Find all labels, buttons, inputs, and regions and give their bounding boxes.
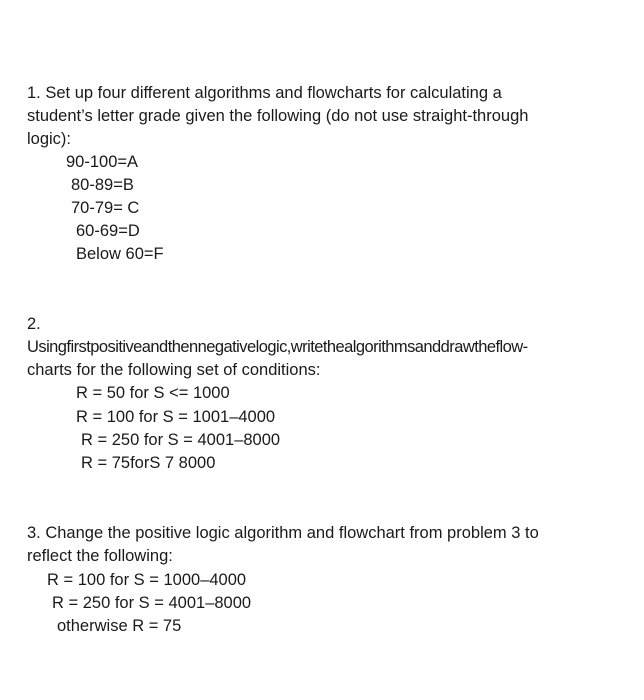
reflect-rule-1: R = 100 for S = 1000–4000 <box>47 571 247 589</box>
problem-1-text-line-1: 1. Set up four different algorithms and flowcharts for calculating a <box>27 84 502 102</box>
problem-2-number: 2. <box>27 315 41 333</box>
problem-3-text-line-2: reflect the following: <box>27 547 173 565</box>
reflect-rule-3: otherwise R = 75 <box>57 617 182 635</box>
problem-2-text-line-2: charts for the following set of conditions: <box>27 361 321 379</box>
condition-rule-1: R = 50 for S <= 1000 <box>76 384 230 402</box>
grade-rule-b: 80-89=B <box>71 176 134 194</box>
grade-rule-f: Below 60=F <box>76 245 164 263</box>
grade-rule-a: 90-100=A <box>66 153 139 171</box>
problem-1-text-line-2: student’s letter grade given the following (do not use straight-through <box>27 107 529 125</box>
problem-3-text-line-1: 3. Change the positive logic algorithm and flowchart from problem 3 to <box>27 524 539 542</box>
reflect-rule-2: R = 250 for S = 4001–8000 <box>52 594 252 612</box>
condition-rule-4: R = 75forS 7 8000 <box>81 454 216 472</box>
grade-rule-d: 60-69=D <box>76 222 140 240</box>
condition-rule-2: R = 100 for S = 1001–4000 <box>76 408 276 426</box>
problem-1-text-line-3: logic): <box>27 130 72 148</box>
grade-rule-c: 70-79= C <box>71 199 140 217</box>
problem-2-text-line-1: Usingfirstpositiveandthennegativelogic,writethealgorithmsanddrawtheflow- <box>27 338 528 356</box>
condition-rule-3: R = 250 for S = 4001–8000 <box>81 431 281 449</box>
